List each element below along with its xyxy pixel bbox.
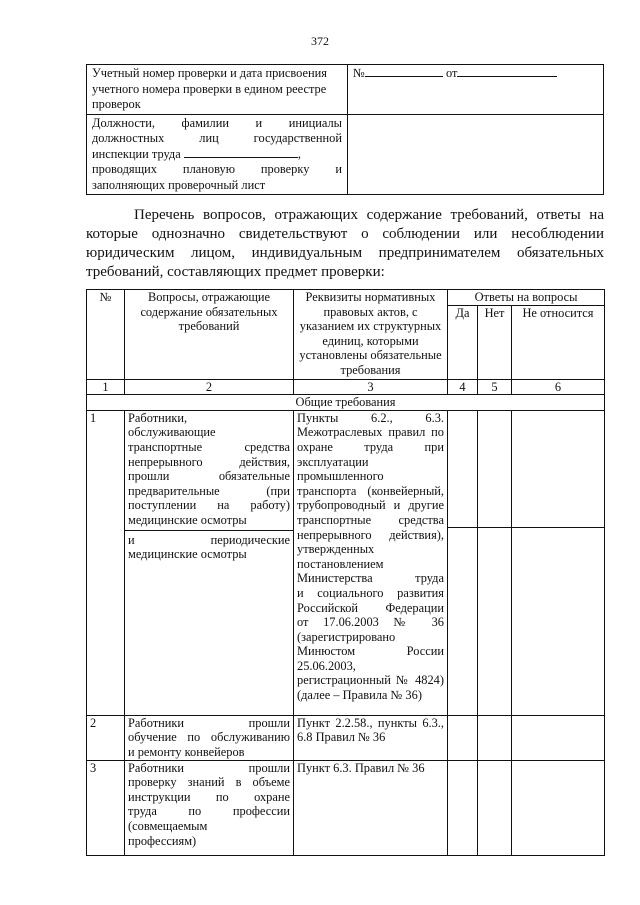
col-number: 1 — [87, 379, 125, 395]
requisites-cell: Пункт 2.2.58., пункты 6.3., 6.8 Правил № 36 — [294, 715, 448, 760]
col-number: 4 — [448, 379, 478, 395]
answer-na-cell[interactable] — [512, 410, 605, 715]
from-label: от — [445, 66, 458, 80]
answer-yes-cell[interactable] — [448, 715, 478, 760]
answer-no-cell[interactable] — [478, 760, 512, 855]
header-num: № — [87, 290, 125, 380]
header-answers: Ответы на вопросы — [448, 290, 605, 306]
table-row — [87, 760, 605, 855]
number-sign: № — [353, 66, 365, 80]
row-number: 3 — [87, 760, 125, 855]
header-na: Не относится — [512, 305, 605, 379]
row-number: 2 — [87, 715, 125, 760]
answer-yes-cell[interactable] — [448, 760, 478, 855]
requisites-cell: Пункт 6.3. Правил № 36 — [294, 760, 448, 855]
inspectors-value[interactable] — [348, 114, 604, 195]
col-number: 2 — [125, 379, 294, 395]
col-number: 5 — [478, 379, 512, 395]
inspection-info-table — [86, 64, 604, 195]
header-yes: Да — [448, 305, 478, 379]
table-row — [87, 715, 605, 760]
page-number: 372 — [311, 34, 329, 48]
intro-paragraph: Перечень вопросов, отражающих содержание требований, ответы на которые однозначно свидетельствуют о соблюдении или несоблюдении юридическим лицом, индивидуальным предпринимателем обязательных требований, составляющих предмет проверки: — [86, 207, 604, 280]
answer-yes-cell[interactable] — [448, 410, 478, 715]
table-row — [87, 410, 605, 715]
header-requisites: Реквизиты нормативных правовых актов, с указанием их структурных единиц, которыми установлены обязательные требования — [294, 290, 448, 380]
col-number: 6 — [512, 379, 605, 395]
requisites-cell: Пункты 6.2., 6.3. Межотраслевых правил по охране труда при эксплуатации промышленного транспорта (конвейерный, трубопроводный и другие транспортные средства непрерывного действия), утвержденных постановлением Министерства труда и социального развития Российской Федерации от 17.06.2003 № 36 (зарегистрировано Минюстом России 25.06.2003, регистрационный № 4824) (далее – Правила № 36) — [294, 410, 448, 715]
answer-no-cell[interactable] — [478, 410, 512, 715]
answer-na-cell[interactable] — [512, 715, 605, 760]
header-questions: Вопросы, отражающие содержание обязательных требований — [125, 290, 294, 380]
question-cell: Работники, обслуживающие транспортные средства непрерывного действия, прошли обязательные предварительные (при поступлении на работу) медицинские осмотры и периодические медицинские осмотры — [125, 410, 294, 715]
header-no: Нет — [478, 305, 512, 379]
registry-number-label: Учетный номер проверки и дата присвоения учетного номера проверки в едином реестре проверок — [87, 65, 348, 115]
registry-number-value[interactable] — [348, 65, 604, 115]
checklist-table — [86, 289, 605, 856]
col-number: 3 — [294, 379, 448, 395]
inspectors-label: Должности, фамилии и инициалы должностных лиц государственной инспекции труда , проводящих плановую проверку и заполняющих проверочный лист — [87, 114, 348, 195]
section-title: Общие требования — [87, 395, 605, 411]
question-cell: Работники прошли проверку знаний в объеме инструкции по охране труда по профессии (совмещаемым профессиям) — [125, 760, 294, 855]
answer-no-cell[interactable] — [478, 715, 512, 760]
answer-na-cell[interactable] — [512, 760, 605, 855]
question-cell: Работники прошли обучение по обслуживанию и ремонту конвейеров — [125, 715, 294, 760]
row-number: 1 — [87, 410, 125, 715]
